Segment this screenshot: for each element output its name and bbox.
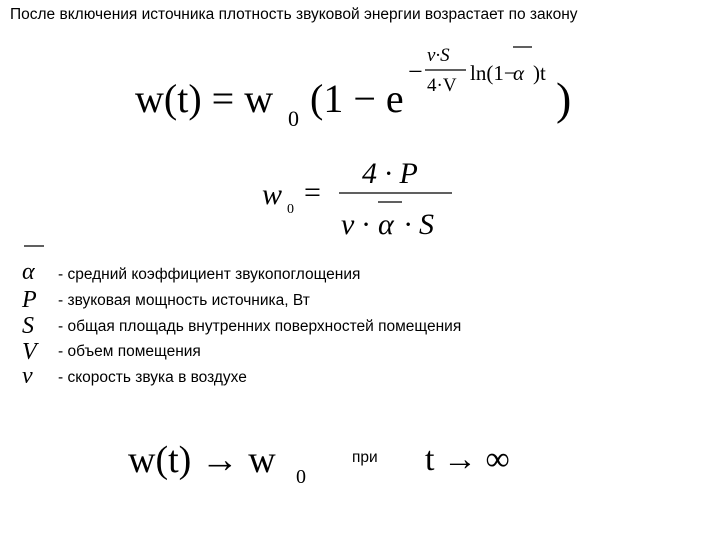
formula-limit [128,439,510,488]
formula1-lhs-subscript: 0 [288,106,299,131]
limit-lhs: w(t) → w [128,439,276,481]
legend-text-alpha: - средний коэффициент звукопоглощения [58,266,361,283]
formula-w0-definition [262,157,452,241]
formula1-paren-open: (1 − e [310,76,404,121]
limit-condition-word: при [352,449,378,466]
formula1-exponent-numerator: v·S [427,45,450,66]
formula2-denominator-alpha: α [378,208,394,241]
formula1-exponent-tail: )t [533,61,546,85]
formula1-exponent-denominator: 4·V [427,75,457,96]
legend-symbol-s: S [22,313,34,339]
legend-text-s: - общая площадь внутренних поверхностей помещения [58,318,462,335]
formula1-exponent-alpha: α [513,61,525,85]
legend-symbol-v-volume: V [22,339,37,365]
legend-symbol-alpha: α [22,259,35,285]
legend-text-v-speed: - скорость звука в воздухе [58,369,247,386]
slide-title: После включения источника плотность звуковой энергии возрастает по закону [10,6,578,23]
legend-symbol-p: P [22,287,37,313]
limit-rhs: t → ∞ [425,441,510,478]
legend-text-p: - звуковая мощность источника, Вт [58,292,310,309]
formula2-denominator-s: · S [404,208,434,241]
formula2-denominator-v: v · [341,208,370,241]
formula2-equals: = [304,176,321,209]
formula2-lhs-subscript: 0 [287,202,294,217]
formula2-numerator: 4 · P [362,157,418,190]
limit-lhs-subscript: 0 [296,466,306,488]
formula1-paren-close: ) [556,73,572,124]
formula1-lhs: w(t) = w [135,76,274,121]
formula1-exponent-ln: ln(1− [470,61,516,85]
legend-text-v-volume: - объем помещения [58,343,201,360]
formula1-exponent-minus: − [408,57,423,86]
legend-symbol-v-speed: v [22,363,33,389]
formula-energy-growth [135,45,571,131]
formula2-lhs: w [262,178,283,211]
